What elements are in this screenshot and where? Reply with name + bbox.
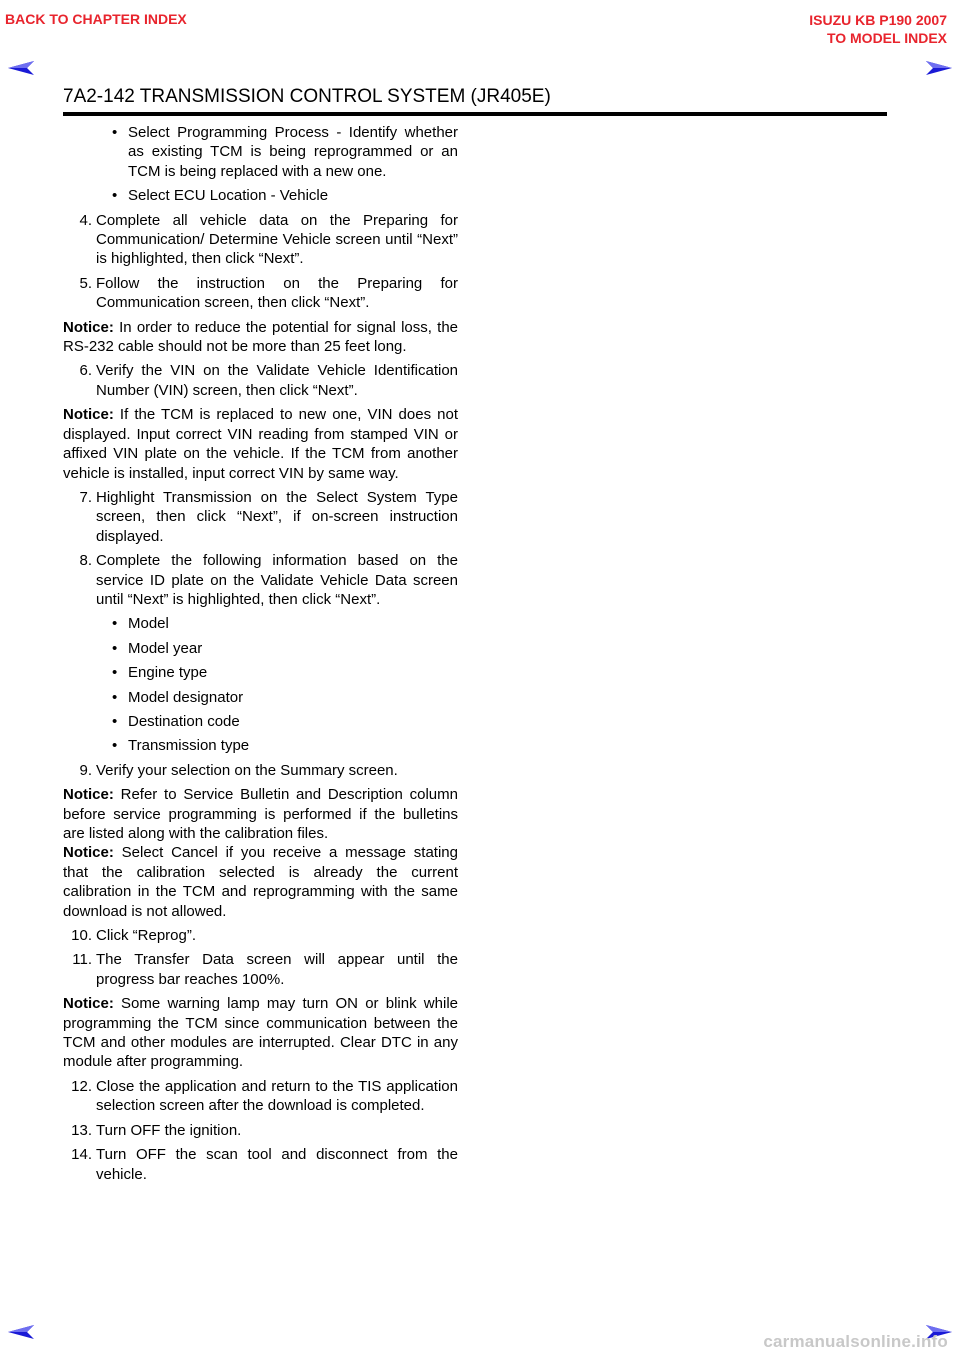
notice: Notice: If the TCM is replaced to new one, VIN does not displayed. Input correct VIN reading from stamped VIN or affixed VIN plate on the vehicle. If the TCM from another vehicle is installed, input correct VIN by same way. <box>63 406 458 482</box>
prev-page-arrow-icon[interactable] <box>8 61 34 75</box>
to-model-index-link[interactable]: TO MODEL INDEX <box>826 30 947 46</box>
step-13: 13. Turn OFF the ignition. <box>71 1121 242 1139</box>
step-5: 5. Follow the instruction on the Preparing for Communication screen, then click “Next”. <box>79 274 458 312</box>
notice: Notice: Select Cancel if you receive a message stating that the calibration selected is already the current calibration in the TCM and reprogramming with the same download is not allowed. <box>63 844 458 920</box>
step-7: 7. Highlight Transmission on the Select System Type screen, then click “Next”, if on-screen instruction displayed. <box>79 488 458 545</box>
list-item: • Model designator <box>112 688 244 706</box>
list-item: • Model year <box>112 639 203 657</box>
model-header <box>809 11 947 47</box>
list-item: • Engine type <box>112 664 208 682</box>
model-title: ISUZU KB P190 2007 <box>809 12 947 28</box>
step-8: 8. Complete the following information based on the service ID plate on the Validate Vehicle Data screen until “Next” is highlighted, then click “Next”. <box>79 552 458 608</box>
step-9: 9. Verify your selection on the Summary screen. <box>79 761 398 779</box>
step-6: 6. Verify the VIN on the Validate Vehicle Identification Number (VIN) screen, then click “Next”. <box>79 362 458 399</box>
step-12: 12. Close the application and return to the TIS application selection screen after the download is completed. <box>71 1077 458 1115</box>
prev-page-arrow-icon[interactable] <box>8 1325 34 1339</box>
step-14: 14. Turn OFF the scan tool and disconnect from the vehicle. <box>71 1146 458 1183</box>
list-item: • Select ECU Location - Vehicle <box>112 187 329 205</box>
list-item: • Transmission type <box>112 737 250 755</box>
page-title: 7A2-142 TRANSMISSION CONTROL SYSTEM (JR405E) <box>63 85 887 116</box>
list-item: • Model <box>112 615 169 633</box>
list-item: • Destination code <box>112 712 240 730</box>
step-11: 11. The Transfer Data screen will appear until the progress bar reaches 100%. <box>72 951 458 988</box>
back-to-chapter-index-link[interactable]: BACK TO CHAPTER INDEX <box>5 11 187 27</box>
next-page-arrow-icon[interactable] <box>926 61 952 75</box>
procedure-content <box>63 123 458 1189</box>
notice: Notice: Some warning lamp may turn ON or blink while programming the TCM since communication between the TCM and other modules are interrupted. Clear DTC in any module after programming. <box>63 995 458 1071</box>
notice: Notice: In order to reduce the potential for signal loss, the RS-232 cable should not be more than 25 feet long. <box>63 318 458 356</box>
notice: Notice: Refer to Service Bulletin and Description column before service programming is performed if the bulletins are listed along with the calibration files. <box>63 786 458 842</box>
step-10: 10. Click “Reprog”. <box>71 927 197 945</box>
watermark-text: carmanualsonline.info <box>763 1332 948 1351</box>
step-4: 4. Complete all vehicle data on the Preparing for Communication/ Determine Vehicle screen until “Next” is highlighted, then click “Next”. <box>79 211 458 268</box>
list-item: • Select Programming Process - Identify whether as existing TCM is being reprogrammed or an TCM is being replaced with a new one. <box>112 124 458 180</box>
